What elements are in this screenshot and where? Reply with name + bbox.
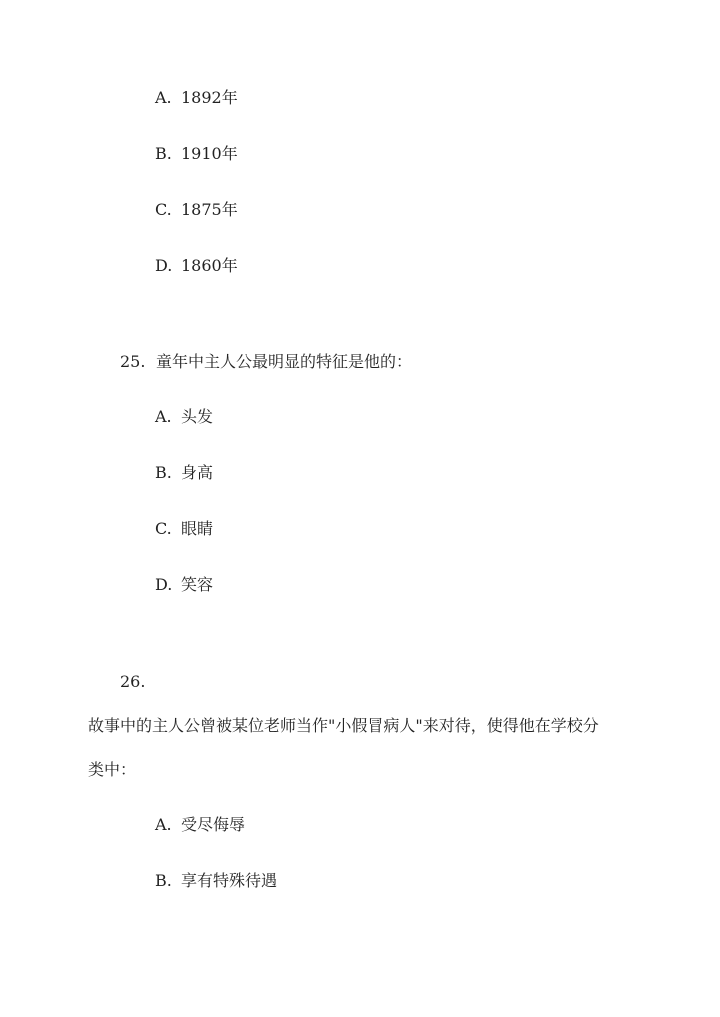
q24-option-b: [155, 144, 238, 164]
option-text: 身高: [181, 463, 214, 482]
option-text: 1910年: [181, 144, 238, 163]
option-letter: A.: [155, 815, 172, 834]
q25-option-b: [155, 463, 213, 483]
option-text: 1892年: [181, 88, 238, 107]
option-letter: B.: [155, 463, 172, 482]
option-text: 享有特殊待遇: [181, 871, 278, 890]
option-letter: C.: [155, 519, 172, 538]
q24-option-d: [155, 256, 238, 276]
option-letter: B.: [155, 871, 172, 890]
q25-option-d: [155, 575, 213, 595]
option-letter: A.: [155, 407, 172, 426]
option-letter: B.: [155, 144, 172, 163]
question-text: 童年中主人公最明显的特征是他的：: [156, 352, 413, 371]
option-letter: D.: [155, 575, 173, 594]
option-text: 眼睛: [181, 519, 214, 538]
q26-number: 26.: [120, 672, 146, 691]
q24-option-c: [155, 200, 238, 220]
option-text: 1875年: [181, 200, 238, 219]
q26-option-a: [155, 815, 245, 835]
q26-option-b: [155, 871, 277, 891]
q25-option-c: [155, 519, 213, 539]
q25-option-a: [155, 407, 213, 427]
q24-option-a: [155, 88, 238, 108]
q26-stem-line2: 类中：: [88, 760, 137, 779]
option-text: 笑容: [181, 575, 214, 594]
question-number: 25.: [120, 352, 146, 371]
option-letter: C.: [155, 200, 172, 219]
option-text: 1860年: [181, 256, 238, 275]
q26-stem-line1: 故事中的主人公曾被某位老师当作"小假冒病人"来对待，使得他在学校分: [88, 716, 599, 735]
q25-stem: [120, 352, 412, 372]
option-text: 受尽侮辱: [181, 815, 246, 834]
option-letter: A.: [155, 88, 172, 107]
option-text: 头发: [181, 407, 214, 426]
option-letter: D.: [155, 256, 173, 275]
